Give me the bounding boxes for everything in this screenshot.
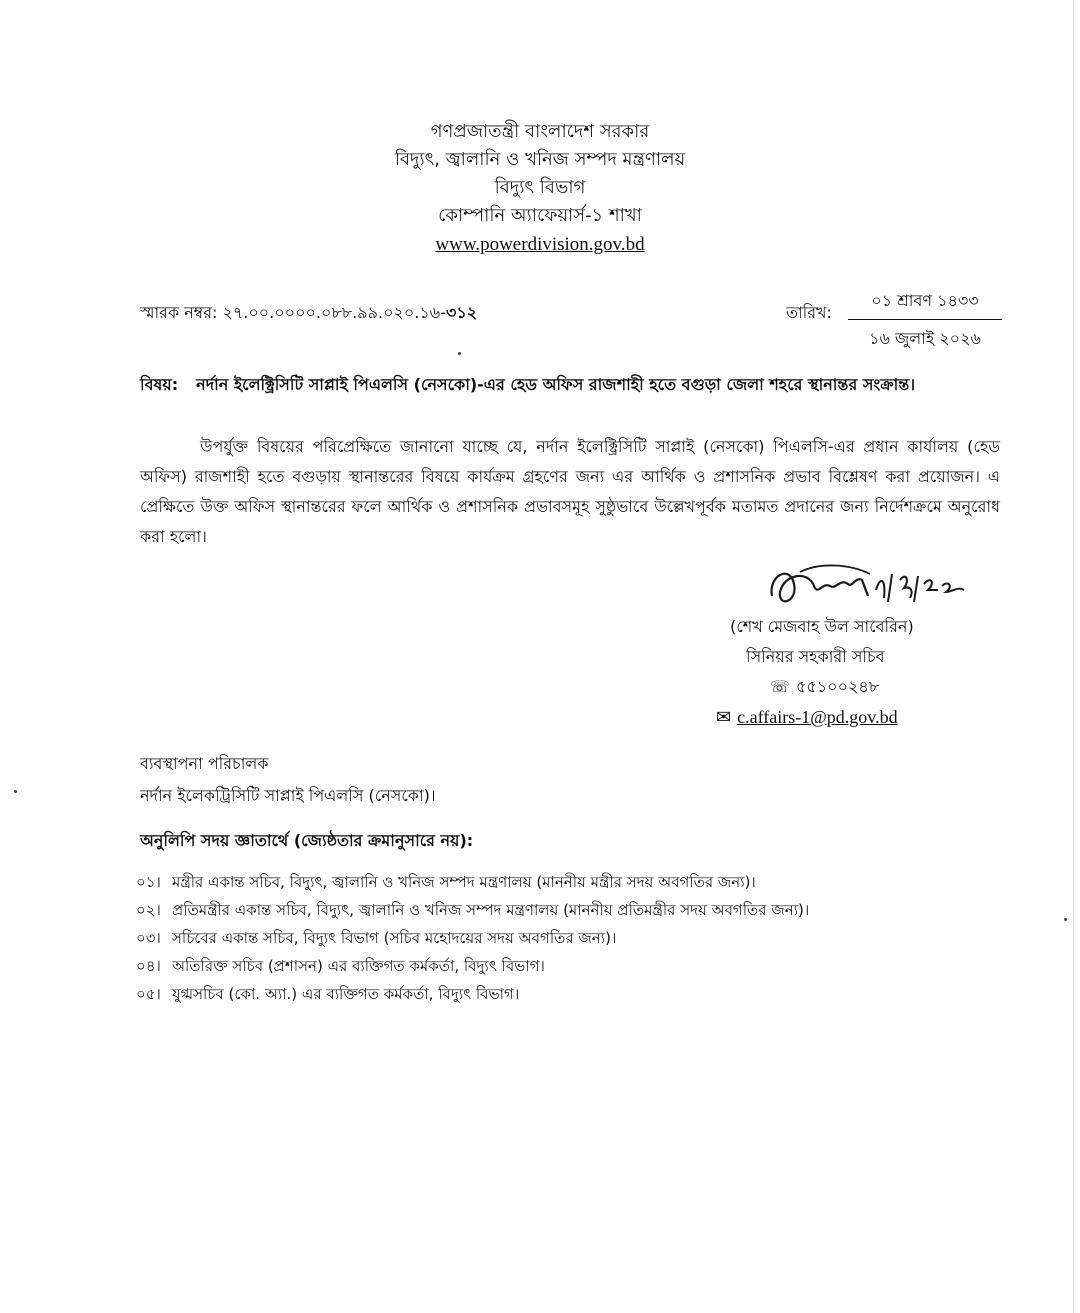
signatory-name: (শেখ মেজবাহ উল সাবেরিন) (730, 617, 914, 636)
date-label: তারিখ: (786, 303, 832, 322)
email-address[interactable]: c.affairs-1@pd.gov.bd (737, 707, 898, 727)
signatory-phone (716, 672, 976, 702)
speck (1064, 918, 1067, 921)
letterhead (0, 118, 1080, 260)
division-name: বিদ্যুৎ বিভাগ (494, 177, 586, 198)
subject-label: বিষয়: (140, 375, 179, 394)
government-name: গণপ্রজাতন্ত্রী বাংলাদেশ সরকার (430, 121, 650, 142)
memo-number-value: ২৭.০০.০০০০.০৮৮.৯৯.০২০.১৬- (222, 303, 446, 322)
list-item-number: ০১। (136, 873, 161, 891)
speck (14, 790, 17, 793)
branch-name: কোম্পানি অ্যাফেয়ার্স-১ শাখা (438, 205, 642, 226)
list-item-text: অতিরিক্ত সচিব (প্রশাসন) এর ব্যক্তিগত কর্মকর্তা, বিদ্যুৎ বিভাগ। (172, 957, 545, 975)
recipient-organization: নর্দান ইলেকট্রিসিটি সাপ্লাই পিএলসি (নেসকো)। (140, 786, 436, 805)
date-bangla: ০১ শ্রাবণ ১৪৩৩ (848, 288, 1002, 320)
copy-to-heading: অনুলিপি সদয় জ্ঞাতার্থে (জ্যেষ্ঠতার ক্রমানুসারে নয়): (140, 831, 474, 850)
list-item (136, 868, 809, 896)
date-block (848, 288, 1002, 353)
ministry-name: বিদ্যুৎ, জ্বালানি ও খনিজ সম্পদ মন্ত্রণালয় (394, 149, 686, 170)
memo-label: স্মারক নম্বর: (140, 303, 223, 322)
memo-number (140, 300, 477, 327)
copy-to-list (136, 868, 809, 1008)
handwritten-signature (760, 556, 970, 616)
list-item-number: ০৫। (136, 985, 161, 1003)
recipient-block (140, 748, 436, 812)
speck (458, 352, 461, 355)
list-item-number: ০২। (136, 901, 161, 919)
list-item (136, 924, 809, 952)
date-english: ১৬ জুলাই ২০২৬ (869, 329, 981, 348)
subject-line (140, 372, 915, 399)
phone-number: ৫৫১০০২৪৮ (796, 677, 880, 696)
signatory-designation: সিনিয়র সহকারী সচিব (746, 647, 885, 666)
list-item-text: প্রতিমন্ত্রীর একান্ত সচিব, বিদ্যুৎ, জ্বালানি ও খনিজ সম্পদ মন্ত্রণালয় (মাননীয় প্রতিমন্ত্রীর সদয় অবগতির জন্য)। (172, 901, 810, 919)
list-item-number: ০৩। (136, 929, 161, 947)
signatory-block (716, 612, 976, 733)
list-item (136, 952, 809, 980)
subject-text: নর্দান ইলেক্ট্রিসিটি সাপ্লাই পিএলসি (নেসকো)-এর হেড অফিস রাজশাহী হতে বগুড়া জেলা শহরে স্থানান্তর সংক্রান্ত। (196, 375, 916, 394)
list-item-text: মন্ত্রীর একান্ত সচিব, বিদ্যুৎ, জ্বালানি ও খনিজ সম্পদ মন্ত্রণালয় (মাননীয় মন্ত্রীর সদয় অবগতির জন্য)। (172, 873, 756, 891)
list-item-text: যুগ্মসচিব (কো. অ্যা.) এর ব্যক্তিগত কর্মকর্তা, বিদ্যুৎ বিভাগ। (172, 985, 520, 1003)
memo-number-suffix: ৩১২ (445, 303, 478, 322)
list-item-number: ০৪। (136, 957, 161, 975)
list-item (136, 896, 809, 924)
envelope-icon: ✉ (716, 707, 732, 728)
signatory-email (716, 702, 976, 733)
website-link[interactable]: www.powerdivision.gov.bd (435, 234, 645, 255)
list-item-text: সচিবের একান্ত সচিব, বিদ্যুৎ বিভাগ (সচিব মহোদয়ের সদয় অবগতির জন্য)। (172, 929, 617, 947)
recipient-title: ব্যবস্থাপনা পরিচালক (140, 754, 269, 773)
telephone-icon: ☏ (770, 677, 791, 696)
list-item (136, 980, 809, 1008)
letter-body: উপর্যুক্ত বিষয়ের পরিপ্রেক্ষিতে জানানো যাচ্ছে যে, নর্দান ইলেক্ট্রিসিটি সাপ্লাই (নেসকো) পিএলসি-এর প্রধান কার্যালয় (হেড অফিস) রাজশাহী হতে বগুড়ায় স্থানান্তরের বিষয়ে কার্যক্রম গ্রহণের জন্য এর আর্থিক ও প্রশাসনিক প্রভাব বিশ্লেষণ করা প্রয়োজন। এ প্রেক্ষিতে উক্ত অফিস স্থানান্তরের ফলে আর্থিক ও প্রশাসনিক প্রভাবসমূহ সুষ্ঠুভাবে উল্লেখপূর্বক মতামত প্রদানের জন্য নির্দেশক্রমে অনুরোধ করা হলো। (140, 437, 1000, 546)
